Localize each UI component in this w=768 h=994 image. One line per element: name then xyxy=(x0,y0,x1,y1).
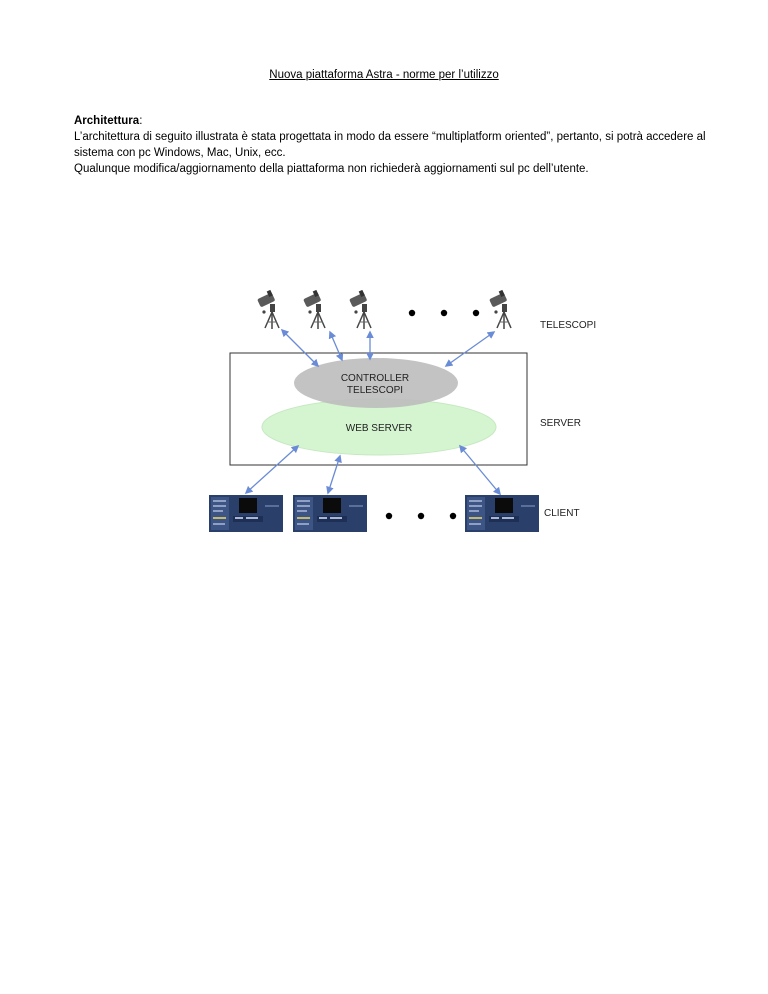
ellipsis-dots xyxy=(386,513,456,519)
client-screen-icon xyxy=(293,495,367,532)
page-title: Nuova piattaforma Astra - norme per l’utilizzo xyxy=(269,69,499,81)
telescopi-label: TELESCOPI xyxy=(540,320,597,331)
paragraph-2: Qualunque modifica/aggiornamento della piattaforma non richiederà aggiornamenti sul pc dell’utente. xyxy=(74,163,589,175)
client-label: CLIENT xyxy=(544,508,580,519)
paragraph-1: L’architettura di seguito illustrata è stata progettata in modo da essere “multiplatform oriented”, pertanto, si potrà accedere al sistema con pc Windows, Mac, Unix, ecc. xyxy=(74,131,706,159)
telescope-icon xyxy=(349,290,371,329)
section-heading-colon: : xyxy=(139,115,143,127)
ellipsis-dots xyxy=(409,310,479,316)
section-heading-text: Architettura xyxy=(74,115,140,127)
controller-label-1: CONTROLLER xyxy=(340,373,410,384)
telescope-icon xyxy=(303,290,325,329)
client-screen-icon xyxy=(209,495,283,532)
web-server-label: WEB SERVER xyxy=(345,423,413,434)
telescope-icon xyxy=(257,290,279,329)
controller-label-2: TELESCOPI xyxy=(346,385,404,396)
telescope-icon xyxy=(489,290,511,329)
client-screen-icon xyxy=(465,495,539,532)
server-label: SERVER xyxy=(540,418,581,429)
